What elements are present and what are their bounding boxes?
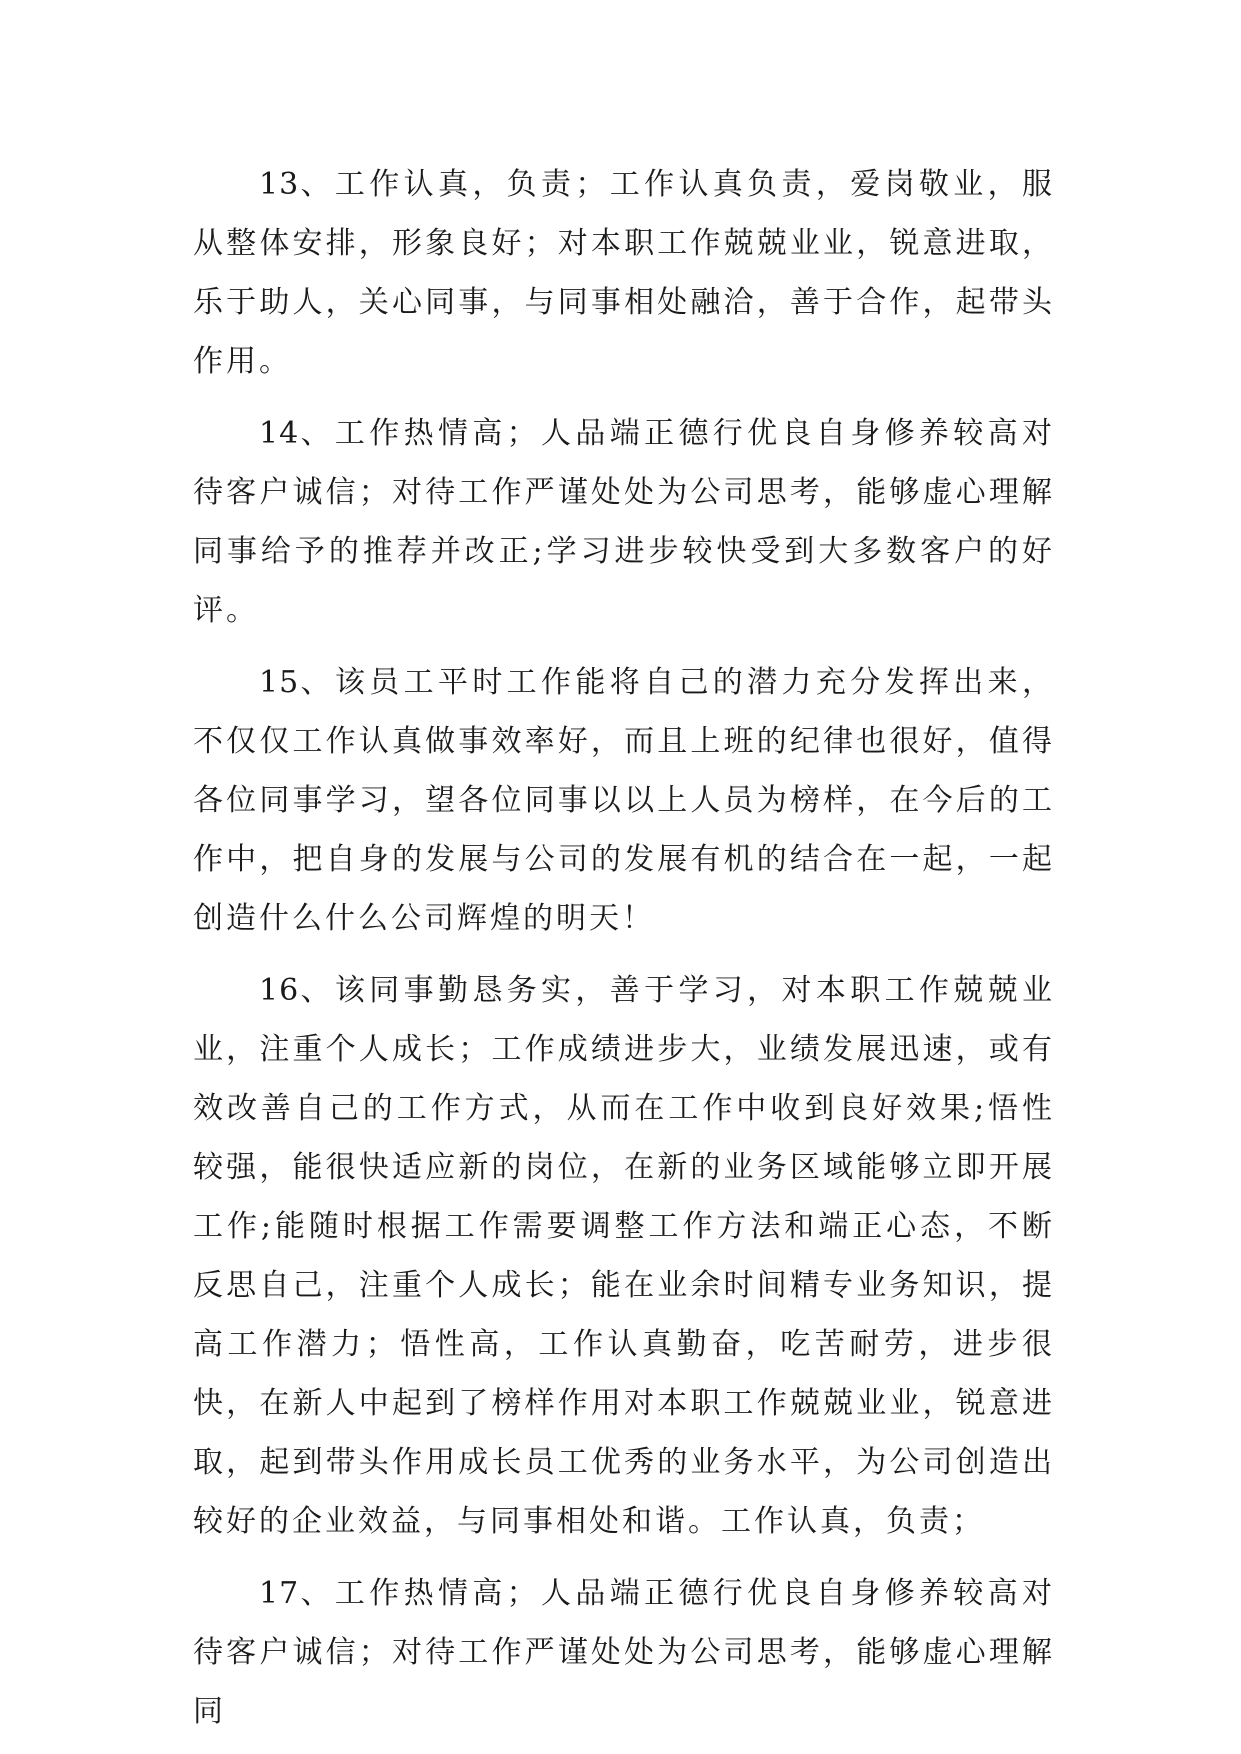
document-body — [193, 155, 1055, 1741]
paragraph-14 — [193, 404, 1055, 640]
paragraph-16 — [193, 961, 1055, 1551]
paragraph-13 — [193, 155, 1055, 391]
paragraph-text: 、该同事勤恳务实，善于学习，对本职工作兢兢业业，注重个人成长；工作成绩进步大，业绩发展迅速，或有效改善自己的工作方式，从而在工作中收到良好效果;悟性较强，能很快适应新的岗位，在新的业务区域能够立即开展工作;能随时根据工作需要调整工作方法和端正心态，不断反思自己，注重个人成长；能在业余时间精专业务知识，提高工作潜力；悟性高，工作认真勤奋，吃苦耐劳，进步很快，在新人中起到了榜样作用对本职工作兢兢业业，锐意进取，起到带头作用成长员工优秀的业务水平，为公司创造出较好的企业效益，与同事相处和谐。工作认真，负责； — [193, 973, 1055, 1539]
paragraph-number: 13 — [259, 167, 300, 202]
paragraph-text: 、工作热情高；人品端正德行优良自身修养较高对待客户诚信；对待工作严谨处处为公司思考，能够虚心理解同 — [193, 1576, 1055, 1729]
paragraph-text: 、工作热情高；人品端正德行优良自身修养较高对待客户诚信；对待工作严谨处处为公司思考，能够虚心理解同事给予的推荐并改正;学习进步较快受到大多数客户的好评。 — [193, 416, 1055, 628]
paragraph-text: 、工作认真，负责；工作认真负责，爱岗敬业，服从整体安排，形象良好；对本职工作兢兢业业，锐意进取，乐于助人，关心同事，与同事相处融洽，善于合作，起带头作用。 — [193, 167, 1055, 379]
paragraph-number: 14 — [259, 416, 300, 451]
paragraph-number: 16 — [259, 973, 300, 1008]
paragraph-text: 、该员工平时工作能将自己的潜力充分发挥出来，不仅仅工作认真做事效率好，而且上班的纪律也很好，值得各位同事学习，望各位同事以以上人员为榜样，在今后的工作中，把自身的发展与公司的发展有机的结合在一起，一起创造什么什么公司辉煌的明天！ — [193, 665, 1055, 936]
paragraph-17 — [193, 1564, 1055, 1741]
paragraph-number: 17 — [259, 1576, 300, 1611]
paragraph-number: 15 — [259, 665, 300, 700]
paragraph-15 — [193, 653, 1055, 948]
